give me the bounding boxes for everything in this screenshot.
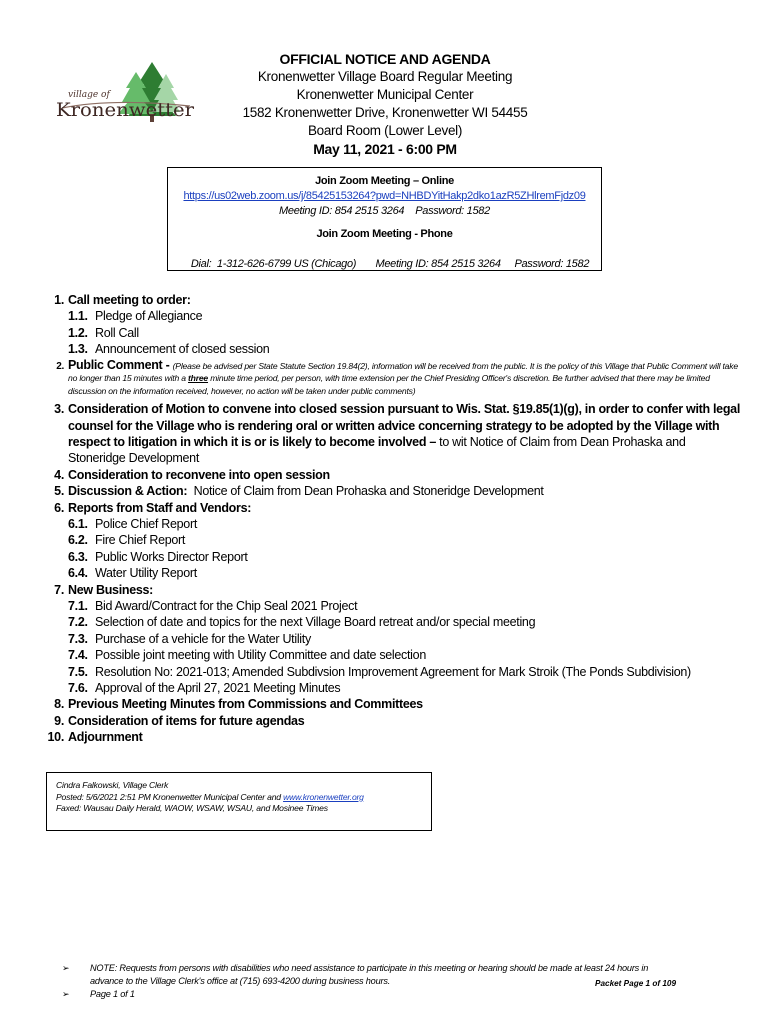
agenda-item [40, 582, 740, 598]
item-number: 5. [54, 484, 64, 499]
meeting-address: 1582 Kronenwetter Drive, Kronenwetter WI 54455 [242, 105, 528, 120]
agenda-subitem [40, 325, 740, 341]
logo-top-text: village of [68, 90, 110, 100]
item-number: 6. [54, 500, 64, 515]
subitem-number: 1.1. [68, 309, 88, 324]
subitem-number: 7.6. [68, 681, 88, 696]
subitem-number: 7.3. [68, 631, 88, 646]
agenda-item [40, 357, 740, 398]
subitem-label: Water Utility Report [95, 566, 197, 581]
item-number: 8. [54, 697, 64, 712]
agenda-subitem [40, 631, 740, 647]
page-number: Page 1 of 1 [90, 989, 135, 999]
agenda-subitem [40, 565, 740, 581]
subitem-label: Resolution No: 2021-013; Amended Subdivsion Improvement Agreement for Mark Stroik (The Ponds Subdivision) [95, 664, 691, 679]
agenda-item [40, 401, 740, 467]
item-label: Previous Meeting Minutes from Commissions and Committees [68, 697, 423, 712]
item-detail: Notice of Claim from Dean Prohaska and Stoneridge Development [187, 484, 544, 499]
agenda-subitem [40, 549, 740, 565]
subitem-number: 6.3. [68, 549, 88, 564]
zoom-info-box [167, 167, 602, 271]
zoom-phone-title: Join Zoom Meeting - Phone [316, 228, 453, 240]
subitem-number: 7.4. [68, 648, 88, 663]
subitem-number: 7.5. [68, 664, 88, 679]
subitem-number: 6.1. [68, 516, 88, 531]
subitem-label: Pledge of Allegiance [95, 309, 203, 324]
agenda-subitem [40, 647, 740, 663]
item-number: 4. [54, 467, 64, 482]
meeting-date: May 11, 2021 - 6:00 PM [313, 141, 457, 157]
item-number: 7. [54, 582, 64, 597]
subitem-label: Purchase of a vehicle for the Water Utility [95, 631, 311, 646]
item-number: 9. [54, 713, 64, 728]
meeting-venue: Kronenwetter Municipal Center [296, 87, 474, 102]
agenda-item [40, 696, 740, 712]
zoom-meeting-link[interactable]: https://us02web.zoom.us/j/85425153264?pwd=NHBDYitHakp2dko1azR5ZHlremFjdz09 [183, 190, 586, 202]
agenda-item [40, 713, 740, 729]
item-label: Public Comment - [68, 357, 173, 372]
item-label: New Business: [68, 582, 154, 597]
item-number: 2. [56, 360, 64, 372]
public-comment-note-cont: minute time period, per person, with time extension per the Chief Presiding Officer's discretion. Be further advised that there may be limited discussion on the information received, however, no action will be taken under public comments) [68, 373, 710, 396]
item-number: 3. [54, 402, 64, 417]
item-number: 1. [54, 293, 64, 307]
subitem-label: Police Chief Report [95, 516, 197, 531]
village-website-link[interactable]: www.kronenwetter.org [283, 791, 364, 802]
agenda-subitem [40, 532, 740, 548]
subitem-label: Approval of the April 27, 2021 Meeting Minutes [95, 681, 341, 696]
document-header [200, 50, 570, 158]
agenda-item [40, 500, 740, 516]
agenda-item [40, 292, 740, 308]
village-logo [52, 58, 200, 128]
meeting-name: Kronenwetter Village Board Regular Meeting [257, 69, 513, 84]
subitem-number: 1.3. [68, 342, 88, 357]
item-label: Consideration of items for future agendas [68, 713, 305, 728]
subitem-label: Public Works Director Report [95, 549, 248, 564]
item-number: 10. [47, 730, 64, 745]
arrow-bullet-icon: ➢ [62, 989, 70, 999]
agenda-subitem [40, 614, 740, 630]
disability-note: NOTE: Requests from persons with disabilities who need assistance to participate in this meeting or hearing should be made at least 24 hours in advance to the Village Clerk's office at (715) 693-4200 during business hours. [90, 963, 649, 986]
agenda-item [40, 483, 740, 499]
subitem-label: Selection of date and topics for the next Village Board retreat and/or special meeting [95, 615, 536, 630]
posted-info: Posted: 5/6/2021 2:51 PM Kronenwetter Municipal Center and [56, 791, 284, 802]
public-comment-note: (Please be advised per State Statute Section 19.84(2), information will be received from the public. It is the policy of this Village that Public Comment will take no longer than 15 minutes with a [68, 360, 738, 384]
zoom-phone-id: Meeting ID: 854 2515 3264 [375, 258, 501, 270]
agenda-subitem [40, 516, 740, 532]
logo-name: Kronenwetter [56, 99, 195, 121]
subitem-number: 7.1. [68, 599, 88, 613]
item-label: Consideration of Motion to convene into closed session pursuant to Wis. Stat. §19.85(1)(g), in order to confer with legal counsel for the Village who is rendering oral or written advice concerning strategy to be adopted by the Village with respect to litigation in which it is or is likely to become involved – [68, 402, 740, 449]
zoom-dial: Dial: 1-312-626-6799 US (Chicago) [190, 258, 357, 270]
agenda-item [40, 467, 740, 483]
item-label: Adjournment [68, 730, 143, 745]
item-label: Reports from Staff and Vendors: [68, 500, 252, 515]
subitem-label: Possible joint meeting with Utility Committee and date selection [95, 648, 426, 663]
public-comment-emphasis: three [188, 373, 209, 384]
meeting-room: Board Room (Lower Level) [307, 123, 463, 138]
clerk-info-box [46, 772, 432, 831]
item-label: Discussion & Action: [68, 484, 188, 499]
subitem-label: Bid Award/Contract for the Chip Seal 2021 Project [95, 599, 358, 613]
agenda-subitem [40, 308, 740, 324]
subitem-label: Fire Chief Report [95, 533, 186, 548]
agenda-subitem [40, 680, 740, 696]
subitem-label: Roll Call [95, 325, 139, 340]
note-row [62, 988, 722, 1001]
notice-title: OFFICIAL NOTICE AND AGENDA [279, 51, 491, 67]
subitem-number: 1.2. [68, 325, 88, 340]
item-detail: to wit Notice of Claim from Dean Prohaska and Stoneridge Development [68, 434, 686, 466]
subitem-number: 6.2. [68, 533, 88, 548]
clerk-name: Cindra Falkowski, Village Clerk [56, 780, 169, 790]
agenda-subitem [40, 341, 740, 357]
agenda-list [40, 292, 740, 746]
item-label: Consideration to reconvene into open session [68, 467, 330, 482]
agenda-subitem [40, 664, 740, 680]
packet-page-number: Packet Page 1 of 109 [595, 979, 677, 988]
agenda-item [40, 729, 740, 745]
item-label: Call meeting to order: [68, 293, 191, 307]
zoom-phone-password: Password: 1582 [514, 258, 590, 270]
subitem-label: Announcement of closed session [95, 342, 270, 357]
faxed-info: Faxed: Wausau Daily Herald, WAOW, WSAW, WSAU, and Mosinee Times [56, 803, 328, 813]
subitem-number: 6.4. [68, 566, 88, 581]
arrow-bullet-icon: ➢ [62, 963, 70, 973]
zoom-online-title: Join Zoom Meeting – Online [315, 175, 454, 187]
zoom-online-ids: Meeting ID: 854 2515 3264 Password: 1582 [279, 205, 490, 217]
subitem-number: 7.2. [68, 615, 88, 630]
agenda-subitem [40, 598, 740, 614]
